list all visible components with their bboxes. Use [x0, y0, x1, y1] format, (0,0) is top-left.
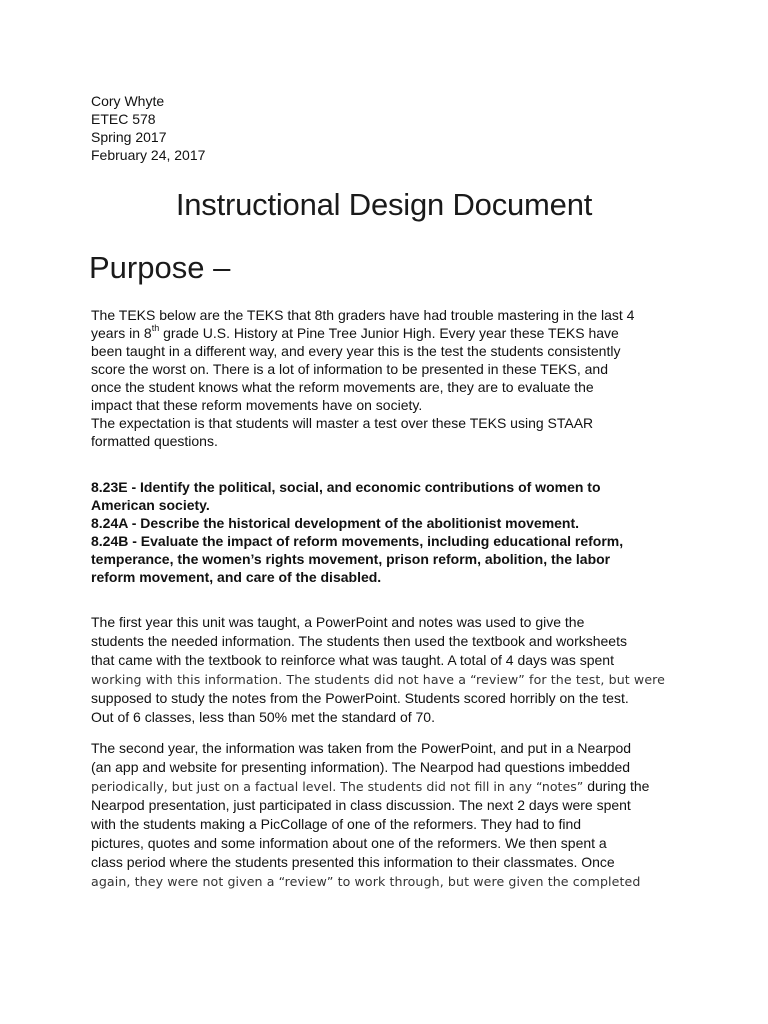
text-line: Nearpod presentation, just participated in class discussion. The next 2 days were spent — [91, 797, 631, 813]
author-name: Cory Whyte — [91, 93, 165, 109]
text-line: The first year this unit was taught, a PowerPoint and notes was used to give the — [91, 614, 585, 630]
term: Spring 2017 — [91, 129, 167, 145]
text-line: with the students making a PicCollage of one of the reformers. They had to find — [91, 816, 582, 832]
teks-item: temperance, the women’s rights movement, prison reform, abolition, the labor — [91, 551, 611, 567]
superscript: th — [151, 323, 160, 334]
text-line: been taught in a different way, and every year this is the test the students consistently — [91, 343, 621, 359]
text-line: The TEKS below are the TEKS that 8th graders have had trouble mastering in the last 4 — [91, 307, 635, 323]
second-year-paragraph — [91, 739, 696, 891]
teks-item: 8.24A - Describe the historical development of the abolitionist movement. — [91, 515, 580, 531]
text-line: The expectation is that students will master a test over these TEKS using STAAR — [91, 415, 594, 431]
text-line — [91, 324, 696, 342]
course-code: ETEC 578 — [91, 111, 156, 127]
teks-list — [91, 478, 711, 586]
document-header — [91, 92, 205, 164]
text-fragment: during the — [583, 778, 650, 794]
text-fragment: grade U.S. History at Pine Tree Junior High. Every year these TEKS have — [159, 325, 619, 341]
teks-item: American society. — [91, 497, 210, 513]
text-line: score the worst on. There is a lot of information to be presented in these TEKS, and — [91, 361, 608, 377]
first-year-paragraph — [91, 613, 696, 727]
page-title: Instructional Design Document — [175, 187, 593, 222]
text-line — [91, 777, 696, 796]
text-fragment: years in 8 — [91, 325, 152, 341]
text-fragment: periodically, but just on a factual level. The students did not fill in any “notes” — [91, 779, 584, 794]
purpose-paragraph — [91, 306, 696, 450]
text-line: again, they were not given a “review” to work through, but were given the completed — [91, 874, 641, 889]
text-line: class period where the students presented this information to their classmates. Once — [91, 854, 615, 870]
text-line: formatted questions. — [91, 433, 218, 449]
teks-item: 8.23E - Identify the political, social, and economic contributions of women to — [91, 479, 601, 495]
text-line: pictures, quotes and some information about one of the reformers. We then spent a — [91, 835, 607, 851]
text-line: working with this information. The students did not have a “review” for the test, but were — [91, 672, 666, 687]
text-line: supposed to study the notes from the PowerPoint. Students scored horribly on the test. — [91, 690, 629, 706]
text-line: impact that these reform movements have on society. — [91, 397, 423, 413]
purpose-heading: Purpose – — [89, 250, 231, 285]
text-line: that came with the textbook to reinforce what was taught. A total of 4 days was spent — [91, 652, 614, 668]
text-line: students the needed information. The students then used the textbook and worksheets — [91, 633, 627, 649]
text-line: once the student knows what the reform movements are, they are to evaluate the — [91, 379, 594, 395]
text-line: The second year, the information was taken from the PowerPoint, and put in a Nearpod — [91, 740, 632, 756]
teks-item: reform movement, and care of the disabled. — [91, 569, 382, 585]
text-line: (an app and website for presenting information). The Nearpod had questions imbedded — [91, 759, 631, 775]
teks-item: 8.24B - Evaluate the impact of reform movements, including educational reform, — [91, 533, 624, 549]
text-line: Out of 6 classes, less than 50% met the standard of 70. — [91, 709, 435, 725]
document-date: February 24, 2017 — [91, 147, 206, 163]
